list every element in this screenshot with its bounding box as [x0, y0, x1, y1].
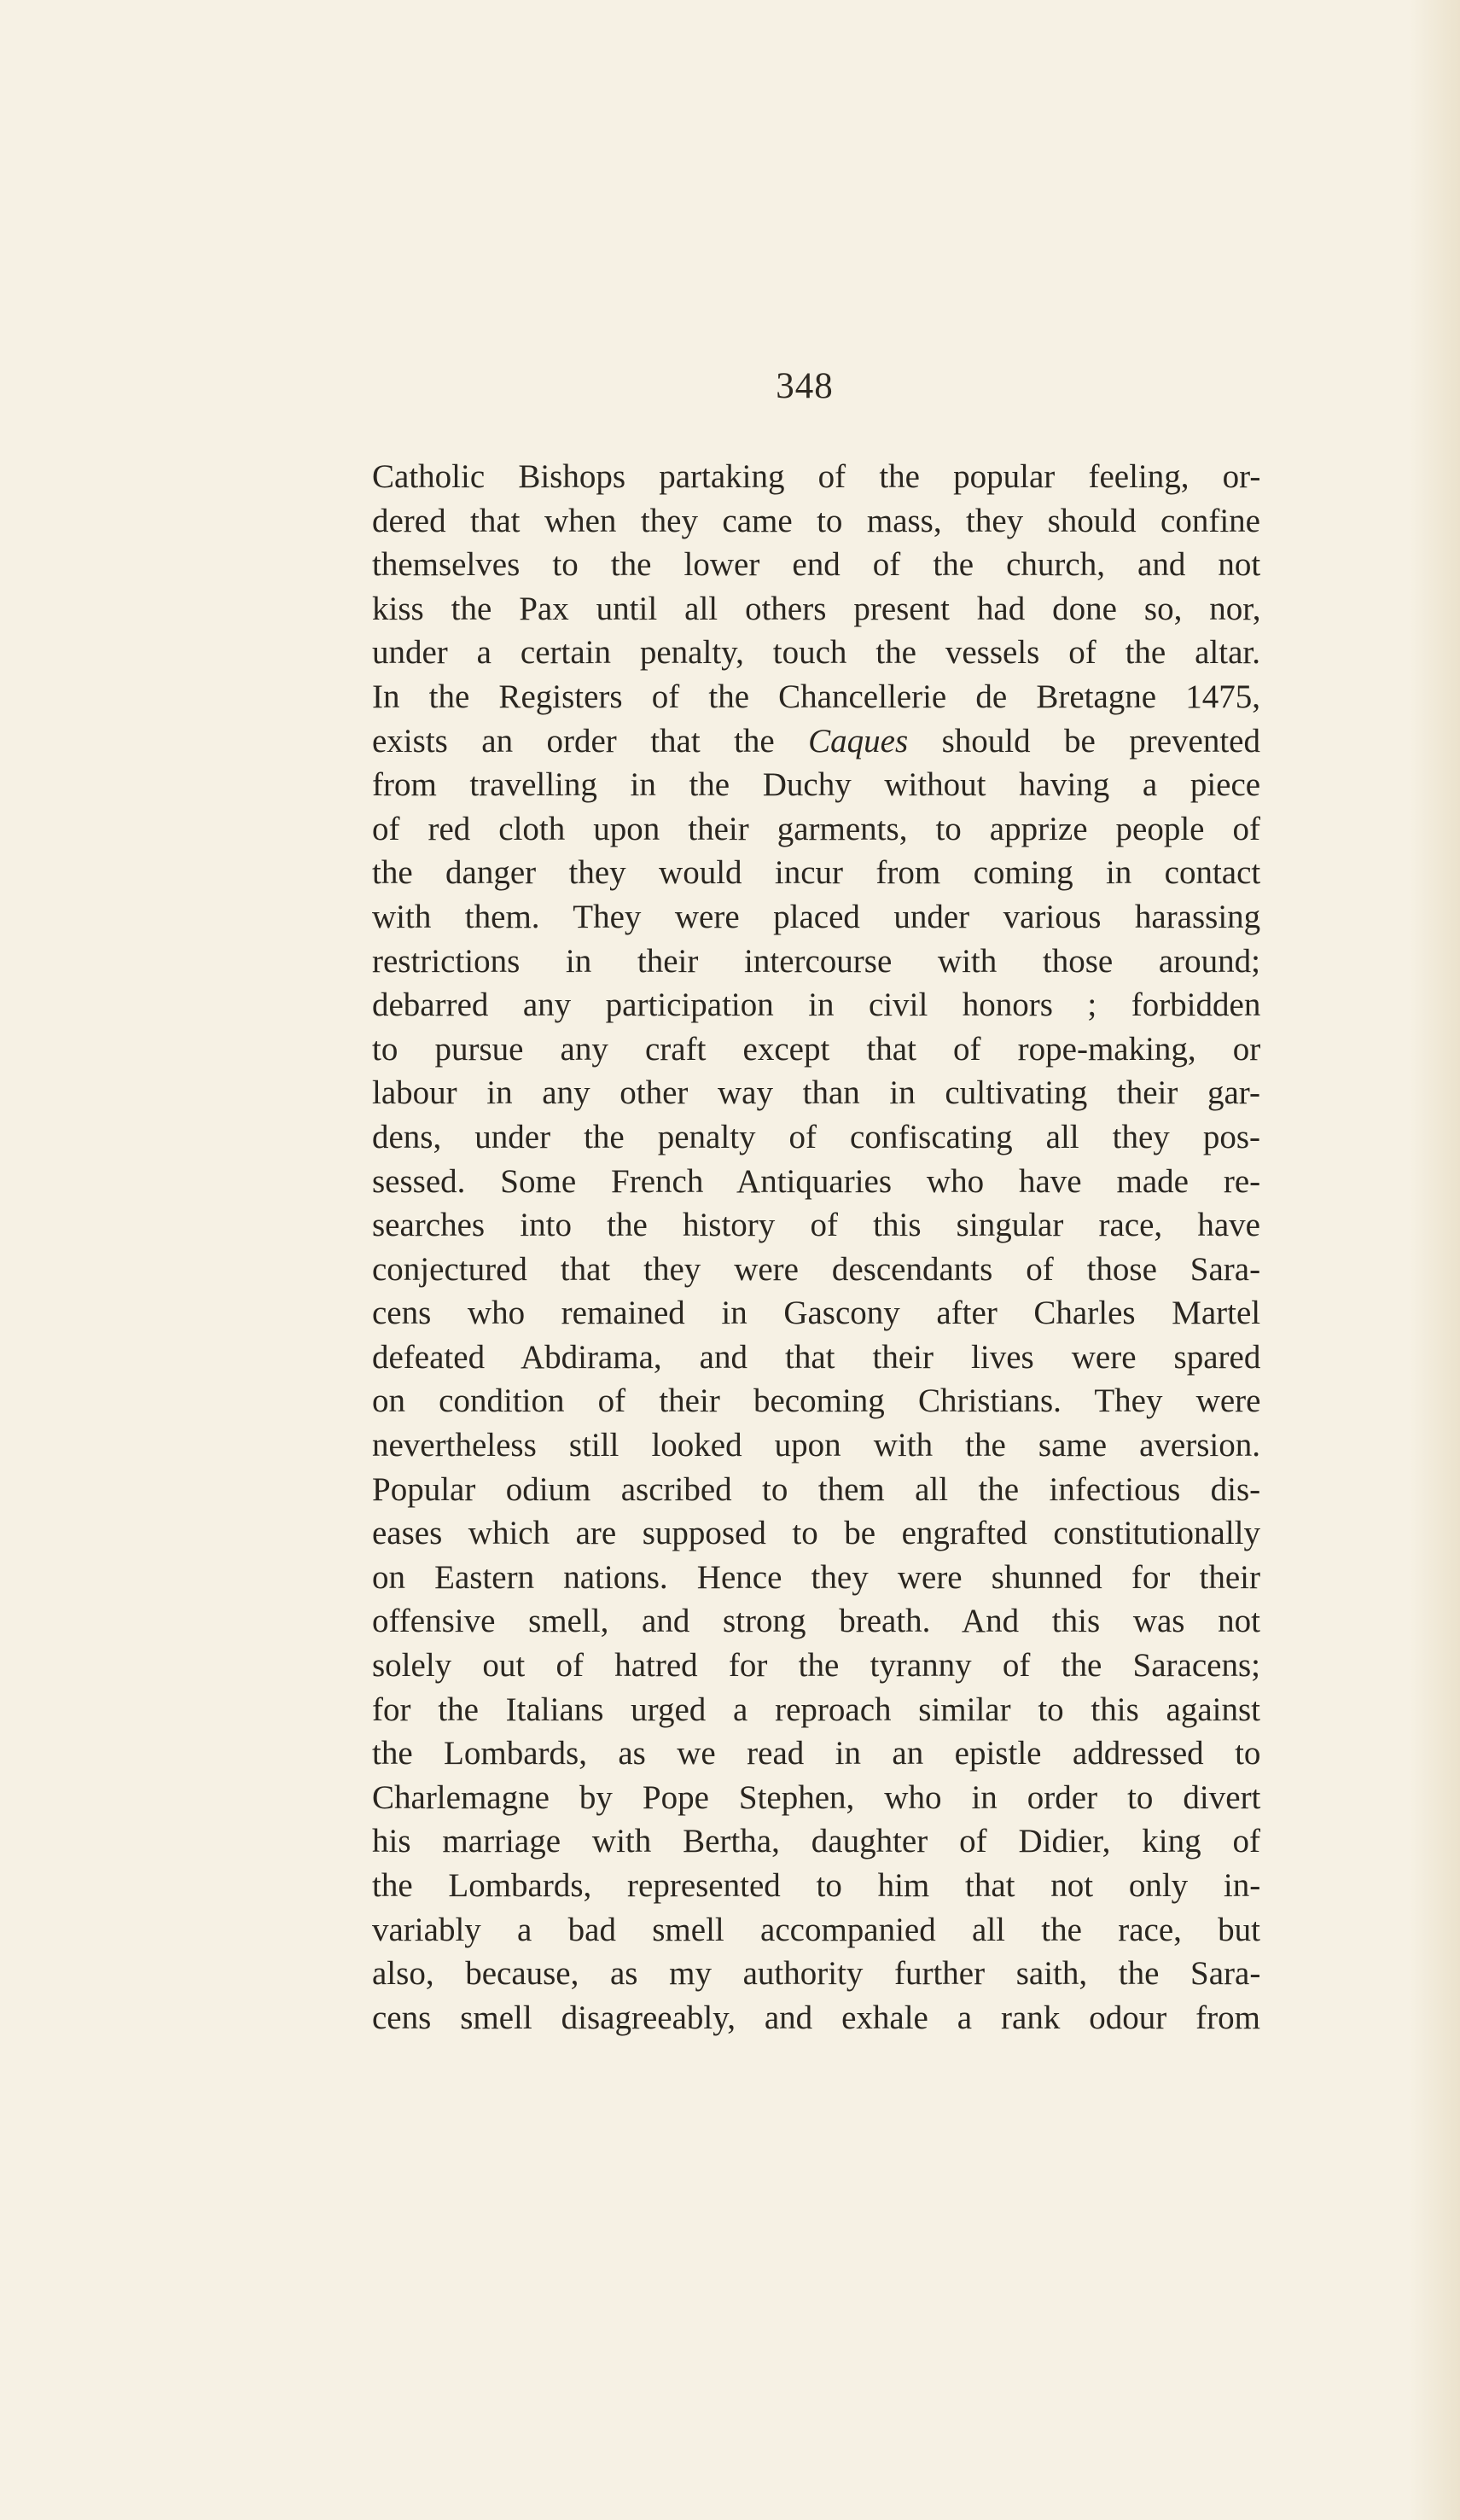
- text-line: on condition of their becoming Christians. They were: [372, 1382, 1261, 1420]
- text-line-with-italic: [372, 719, 1260, 764]
- text-line: cens who remained in Gascony after Charles Martel: [372, 1295, 1261, 1332]
- text-segment: exists an order that the: [372, 722, 809, 759]
- text-line: to pursue any craft except that of rope-making, or: [372, 1030, 1261, 1068]
- text-line: under a certain penalty, touch the vessels of the altar.: [372, 634, 1260, 672]
- text-line: Catholic Bishops partaking of the popular feeling, or-: [372, 458, 1261, 495]
- text-line: for the Italians urged a reproach similar to this against: [372, 1691, 1260, 1728]
- text-line: offensive smell, and strong breath. And this was not: [372, 1603, 1260, 1640]
- text-line: In the Registers of the Chancellerie de Bretagne 1475,: [372, 678, 1260, 715]
- text-line: debarred any participation in civil honors ; forbidden: [372, 986, 1261, 1024]
- text-line: cens smell disagreeably, and exhale a rank odour from: [372, 1999, 1260, 2036]
- text-line: nevertheless still looked upon with the same aversion.: [372, 1427, 1260, 1464]
- text-line: kiss the Pax until all others present had done so, nor,: [372, 590, 1261, 627]
- text-line: the Lombards, represented to him that not only in-: [372, 1867, 1261, 1904]
- text-segment: should be prevented: [908, 722, 1260, 759]
- text-line: dered that when they came to mass, they should confine: [372, 502, 1260, 539]
- text-line: variably a bad smell accompanied all the race, but: [372, 1911, 1260, 1948]
- text-line: the Lombards, as we read in an epistle addressed to: [372, 1735, 1261, 1772]
- text-line: from travelling in the Duchy without having a piece: [372, 766, 1261, 804]
- italic-term-caques: Caques: [808, 722, 909, 759]
- text-line: conjectured that they were descendants of those Sara-: [372, 1250, 1261, 1288]
- text-line: with them. They were placed under various harassing: [372, 898, 1261, 935]
- text-line: also, because, as my authority further saith, the Sara-: [372, 1955, 1261, 1993]
- text-line: searches into the history of this singular race, have: [372, 1207, 1260, 1244]
- text-line: Popular odium ascribed to them all the infectious dis-: [372, 1470, 1261, 1508]
- page-number: 348: [776, 366, 834, 406]
- text-line: his marriage with Bertha, daughter of Didier, king of: [372, 1823, 1260, 1860]
- text-line: the danger they would incur from coming in contact: [372, 854, 1261, 892]
- text-line: sessed. Some French Antiquaries who have made re-: [372, 1162, 1261, 1200]
- text-line: dens, under the penalty of confiscating all they pos-: [372, 1118, 1260, 1155]
- text-line: defeated Abdirama, and that their lives were spared: [372, 1338, 1261, 1376]
- body-text: [372, 455, 1260, 2040]
- text-line: Charlemagne by Pope Stephen, who in order to divert: [372, 1778, 1261, 1816]
- text-line: restrictions in their intercourse with those around;: [372, 942, 1260, 980]
- text-line: of red cloth upon their garments, to apprize people of: [372, 810, 1260, 847]
- text-line: solely out of hatred for the tyranny of the Saracens;: [372, 1647, 1260, 1685]
- text-line: eases which are supposed to be engrafted constitutionally: [372, 1515, 1260, 1552]
- text-line: on Eastern nations. Hence they were shunned for their: [372, 1558, 1260, 1596]
- text-line: themselves to the lower end of the church, and not: [372, 546, 1261, 584]
- text-line: labour in any other way than in cultivating their gar-: [372, 1074, 1260, 1112]
